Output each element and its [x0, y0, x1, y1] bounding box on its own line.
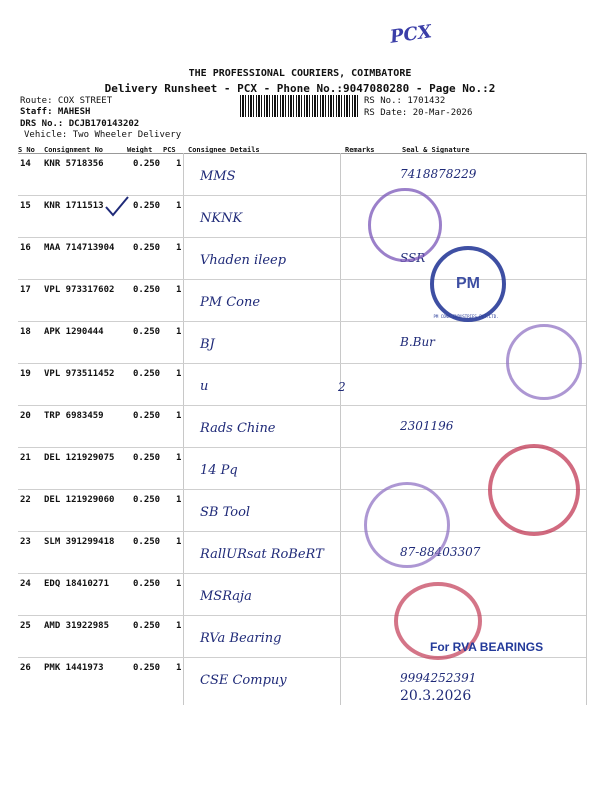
row-consignee: CSE Compuy [200, 673, 287, 688]
row-pcs: 1 [176, 327, 182, 337]
row-consignee: RallURsat RoBeRT [200, 547, 324, 562]
row-consignee: MSRaja [200, 589, 252, 604]
vehicle: Vehicle: Two Wheeler Delivery [24, 130, 182, 140]
row-weight: 0.250 [133, 495, 161, 505]
company-name: THE PROFESSIONAL COURIERS, COIMBATORE [188, 68, 412, 79]
row-consignee: Vhaden ileep [200, 253, 287, 268]
stamp-red-1 [488, 444, 580, 536]
row-consignment: KNR 1711513 [44, 201, 104, 211]
row-sign: 9994252391 [400, 671, 477, 685]
row-consignment: KNR 5718356 [44, 159, 104, 169]
divider [586, 153, 587, 705]
row-pcs: 1 [176, 453, 182, 463]
stamp-pm-text: PM [456, 275, 480, 292]
barcode [240, 95, 360, 117]
col-pcs: PCS [163, 146, 176, 154]
runsheet-title: Delivery Runsheet - PCX - Phone No.:9047080280 - Page No.:2 [104, 82, 496, 95]
row-consignee: PM Cone [200, 295, 261, 310]
divider [183, 153, 184, 705]
stamp-purple-3 [364, 482, 450, 568]
stamp-pm-ring-text: PM CONA INDUSTRIES PVT.LTD. [433, 314, 499, 319]
rs-date: RS Date: 20-Mar-2026 [364, 108, 473, 118]
row-separator [18, 531, 586, 532]
row-sign: 2301196 [400, 419, 454, 433]
row-consignee: NKNK [200, 211, 243, 226]
route: Route: COX STREET [20, 96, 113, 106]
row-sno: 24 [20, 579, 31, 589]
row-consignee: Rads Chine [200, 421, 276, 436]
row-sign: SSR [400, 251, 426, 265]
row-consignment: VPL 973317602 [44, 285, 115, 295]
row-consignment: DEL 121929075 [44, 453, 115, 463]
header-rule [18, 153, 586, 154]
row-consignee: u [200, 379, 209, 394]
row-weight: 0.250 [133, 621, 161, 631]
row-weight: 0.250 [133, 453, 161, 463]
row-pcs: 1 [176, 243, 182, 253]
row-sno: 19 [20, 369, 31, 379]
row-sno: 15 [20, 201, 31, 211]
row-separator [18, 447, 586, 448]
row-consignment: DEL 121929060 [44, 495, 115, 505]
col-remarks: Remarks [345, 146, 375, 154]
row-separator [18, 657, 586, 658]
row-sno: 25 [20, 621, 31, 631]
row-separator [18, 615, 586, 616]
row-sign: B.Bur [400, 335, 435, 349]
stamp-date: 20.3.2026 [400, 688, 472, 704]
rs-no: RS No.: 1701432 [364, 96, 446, 106]
row-weight: 0.250 [133, 285, 161, 295]
row-sno: 18 [20, 327, 31, 337]
row-consignment: VPL 973511452 [44, 369, 115, 379]
row-separator [18, 573, 586, 574]
row-separator [18, 405, 586, 406]
row-pcs: 1 [176, 369, 182, 379]
row-separator [18, 321, 586, 322]
checkmark-icon [104, 195, 130, 219]
col-sno: S No [18, 146, 35, 154]
row-weight: 0.250 [133, 327, 161, 337]
row-weight: 0.250 [133, 579, 161, 589]
row-consignee: MMS [200, 169, 236, 184]
row-consignment: PMK 1441973 [44, 663, 104, 673]
row-sno: 23 [20, 537, 31, 547]
divider [340, 153, 341, 705]
row-sno: 26 [20, 663, 31, 673]
row-weight: 0.250 [133, 201, 161, 211]
row-pcs: 1 [176, 621, 182, 631]
row-sno: 22 [20, 495, 31, 505]
row-consignment: MAA 714713904 [44, 243, 115, 253]
stamp-rva: For RVA BEARINGS [430, 640, 544, 654]
row-separator [18, 363, 586, 364]
stamp-purple-1 [368, 188, 442, 262]
row-consignee: 14 Pq [200, 463, 238, 478]
row-pcs: 1 [176, 285, 182, 295]
row-weight: 0.250 [133, 243, 161, 253]
row-weight: 0.250 [133, 411, 161, 421]
row-weight: 0.250 [133, 369, 161, 379]
col-consignment: Consignment No [44, 146, 104, 154]
row-separator [18, 237, 586, 238]
corner-mark: PCX [388, 21, 434, 48]
row-weight: 0.250 [133, 537, 161, 547]
row-pcs: 1 [176, 201, 182, 211]
row-sno: 16 [20, 243, 31, 253]
row-weight: 0.250 [133, 159, 161, 169]
col-consignee: Consignee Details [188, 146, 260, 154]
row-weight: 0.250 [133, 663, 161, 673]
row-pcs: 1 [176, 537, 182, 547]
row-consignee: RVa Bearing [200, 631, 282, 646]
row-consignment: EDQ 18410271 [44, 579, 110, 589]
drs-no: DRS No.: DCJB170143202 [20, 119, 140, 129]
col-seal: Seal & Signature [402, 146, 470, 154]
row-pcs: 1 [176, 495, 182, 505]
row-pcs: 1 [176, 663, 182, 673]
row-consignment: APK 1290444 [44, 327, 104, 337]
row-consignment: AMD 31922985 [44, 621, 110, 631]
stamp-pm [430, 246, 506, 322]
row-sno: 17 [20, 285, 31, 295]
row-sno: 21 [20, 453, 31, 463]
row-consignment: SLM 391299418 [44, 537, 115, 547]
stamp-purple-2 [506, 324, 582, 400]
row-pcs: 1 [176, 579, 182, 589]
row-sign: 7418878229 [400, 167, 477, 181]
row-consignment: TRP 6983459 [44, 411, 104, 421]
col-weight: Weight [127, 146, 153, 154]
row-sno: 14 [20, 159, 31, 169]
remark-19: 2 [338, 380, 346, 394]
row-sno: 20 [20, 411, 31, 421]
row-pcs: 1 [176, 411, 182, 421]
staff: Staff: MAHESH [20, 107, 91, 117]
row-sign: 87-88403307 [400, 545, 481, 559]
row-consignee: SB Tool [200, 505, 251, 520]
row-pcs: 1 [176, 159, 182, 169]
row-consignee: BJ [200, 337, 215, 352]
